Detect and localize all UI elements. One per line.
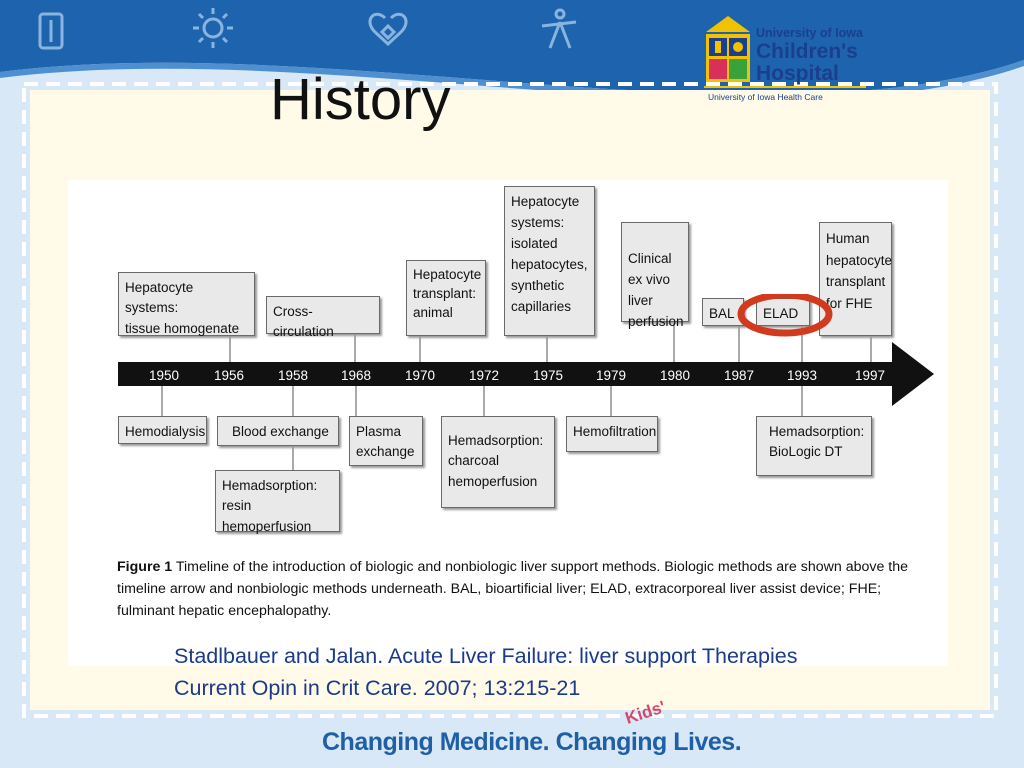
year-label: 1997 xyxy=(854,368,886,383)
letter-i-icon xyxy=(40,14,62,48)
year-label: 1972 xyxy=(468,368,500,383)
logo-divider xyxy=(704,86,874,90)
caption-text: Timeline of the introduction of biologic and nonbiologic liver support methods. Biologic methods are shown above the timeline arrow and nonbiologic methods underneath. BAL, bioartificial liver; ELAD, extracorporeal liver assist device; FHE; fulminant hepatic encephalopathy. xyxy=(117,559,909,619)
person-icon xyxy=(542,10,576,48)
logo-hospital: Hospital xyxy=(756,62,839,85)
event-box-below: Plasma exchange xyxy=(349,416,423,466)
event-box-below: Hemadsorption: BioLogic DT xyxy=(756,416,872,476)
event-box-above: ELAD xyxy=(756,298,810,326)
highlight-circle xyxy=(734,294,836,342)
logo-health-care: University of Iowa Health Care xyxy=(708,92,823,102)
event-box-above: Hepatocyte systems: tissue homogenate xyxy=(118,272,255,336)
logo-emblem-icon xyxy=(700,12,756,92)
event-box-above: Cross-circulation xyxy=(266,296,380,334)
year-label: 1979 xyxy=(595,368,627,383)
citation-line-1: Stadlbauer and Jalan. Acute Liver Failure: liver support Therapies xyxy=(174,644,798,668)
caption-label: Figure 1 xyxy=(117,559,173,575)
year-label: 1970 xyxy=(404,368,436,383)
event-box-below: Hemadsorption: charcoal hemoperfusion xyxy=(441,416,555,508)
citation xyxy=(174,640,797,705)
year-label: 1975 xyxy=(532,368,564,383)
event-line: Clinical ex vivo liver perfusion xyxy=(628,250,684,329)
slide-title: History xyxy=(270,67,451,132)
year-label: 1987 xyxy=(723,368,755,383)
year-label: 1993 xyxy=(786,368,818,383)
year-label: 1980 xyxy=(659,368,691,383)
event-box-below: Hemodialysis xyxy=(118,416,207,444)
sun-icon xyxy=(193,8,233,48)
year-label: 1958 xyxy=(277,368,309,383)
footer-tagline: Changing Medicine. Changing Lives. xyxy=(322,728,742,756)
header-icons xyxy=(30,8,590,56)
event-box-below: Blood exchange xyxy=(217,416,339,446)
event-box-above: Hepatocyte systems: isolated hepatocytes, synthetic capillaries xyxy=(504,186,595,336)
event-box-above xyxy=(621,222,689,329)
logo-university: University of Iowa xyxy=(756,26,863,40)
logo-childrens: Children's xyxy=(756,40,858,63)
event-box-above: BAL xyxy=(702,298,744,326)
timeline-figure xyxy=(68,180,948,666)
figure-caption xyxy=(117,556,917,622)
event-box-below: Hemadsorption: resin hemoperfusion xyxy=(215,470,340,532)
event-box-below: Hemofiltration xyxy=(566,416,658,452)
event-box-above: Hepatocyte transplant: animal xyxy=(406,260,486,336)
citation-line-2: Current Opin in Crit Care. 2007; 13:215-21 xyxy=(174,676,581,701)
year-label: 1968 xyxy=(340,368,372,383)
year-label: 1956 xyxy=(213,368,245,383)
year-label: 1950 xyxy=(148,368,180,383)
footer-kids-label: Kids' xyxy=(622,697,668,728)
event-box-above: Human hepatocyte transplant for FHE xyxy=(819,222,892,336)
hospital-logo xyxy=(700,12,870,107)
hearts-icon xyxy=(370,14,406,44)
